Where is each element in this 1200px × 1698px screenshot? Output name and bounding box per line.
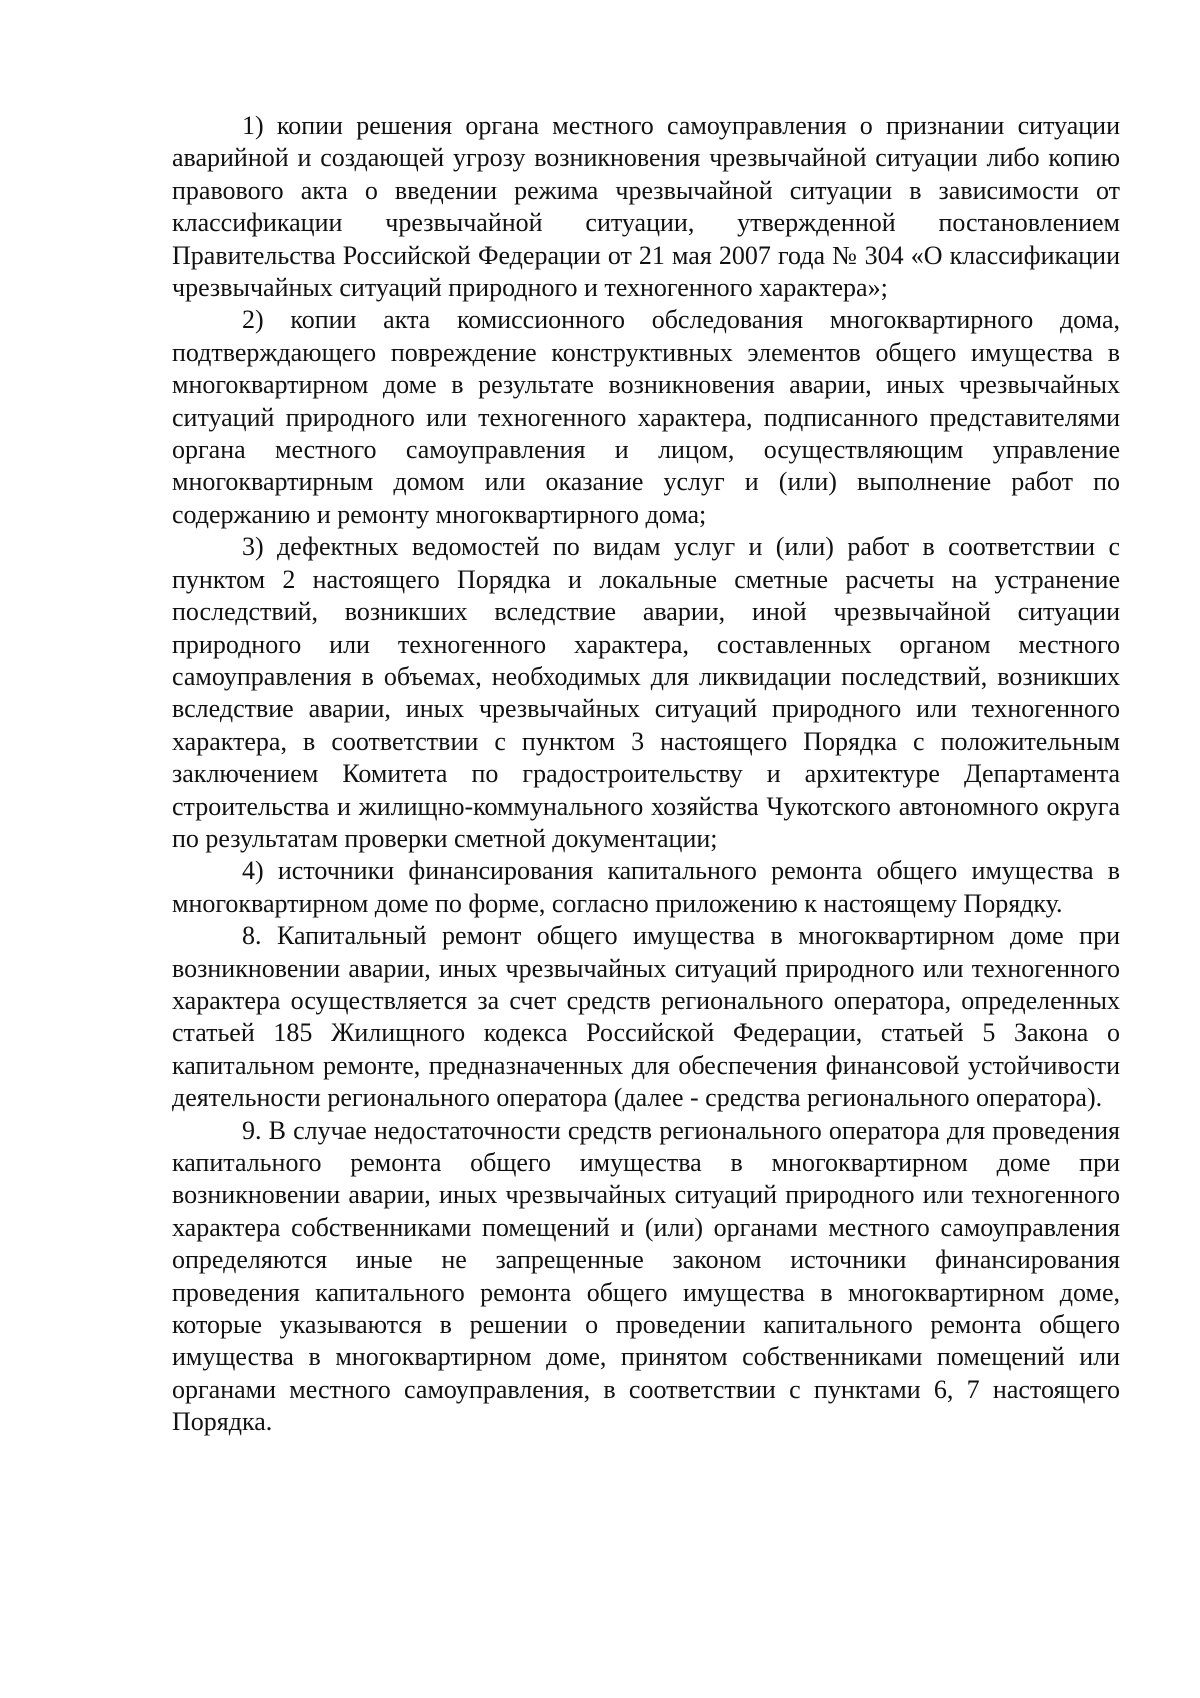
paragraph-item-3: 3) дефектных ведомостей по видам услуг и (или) работ в соответствии с пунктом 2 настоящего Порядка и локальные сметные расчеты на устранение последствий, возникших вследствие аварии, иной чрезвычайной ситуации природного или техногенного характера, составленных органом местного самоуправления в объемах, необходимых для ликвидации последствий, возникших вследствие аварии, иных чрезвычайных ситуаций природного или техногенного характера, в соответствии с пунктом 3 настоящего Порядка с положительным заключением Комитета по градостроительству и архитектуре Департамента строительства и жилищно-коммунального хозяйства Чукотского автономного округа по результатам проверки сметной документации; <box>172 532 1120 853</box>
paragraph-item-2: 2) копии акта комиссионного обследования многоквартирного дома, подтверждающего повреждение конструктивных элементов общего имущества в многоквартирном доме в результате возникновения аварии, иных чрезвычайных ситуаций природного или техногенного характера, подписанного представителями органа местного самоуправления и лицом, осуществляющим управление многоквартирным домом или оказание услуг и (или) выполнение работ по содержанию и ремонту многоквартирного дома; <box>172 305 1120 529</box>
paragraph-clause-9: 9. В случае недостаточности средств регионального оператора для проведения капитального ремонта общего имущества в многоквартирном доме при возникновении аварии, иных чрезвычайных ситуаций природного или техногенного характера собственниками помещений и (или) органами местного самоуправления определяются иные не запрещенные законом источники финансирования проведения капитального ремонта общего имущества в многоквартирном доме, которые указываются в решении о проведении капитального ремонта общего имущества в многоквартирном доме, принятом собственниками помещений или органами местного самоуправления, в соответствии с пунктами 6, 7 настоящего Порядка. <box>172 1115 1120 1437</box>
paragraph-item-4: 4) источники финансирования капитального ремонта общего имущества в многоквартирном доме по форме, согласно приложению к настоящему Порядку. <box>172 856 1120 918</box>
document-page <box>172 110 1120 1439</box>
paragraph-item-1: 1) копии решения органа местного самоуправления о признании ситуации аварийной и создающей угрозу возникновения чрезвычайной ситуации либо копию правового акта о введении режима чрезвычайной ситуации в зависимости от классификации чрезвычайной ситуации, утвержденной постановлением Правительства Российской Федерации от 21 мая 2007 года № 304 «О классификации чрезвычайных ситуаций природного и техногенного характера»; <box>172 111 1120 303</box>
paragraph-clause-8: 8. Капитальный ремонт общего имущества в многоквартирном доме при возникновении аварии, иных чрезвычайных ситуаций природного или техногенного характера осуществляется за счет средств регионального оператора, определенных статьей 185 Жилищного кодекса Российской Федерации, статьей 5 Закона о капитальном ремонте, предназначенных для обеспечения финансовой устойчивости деятельности регионального оператора (далее - средства регионального оператора). <box>172 921 1120 1113</box>
